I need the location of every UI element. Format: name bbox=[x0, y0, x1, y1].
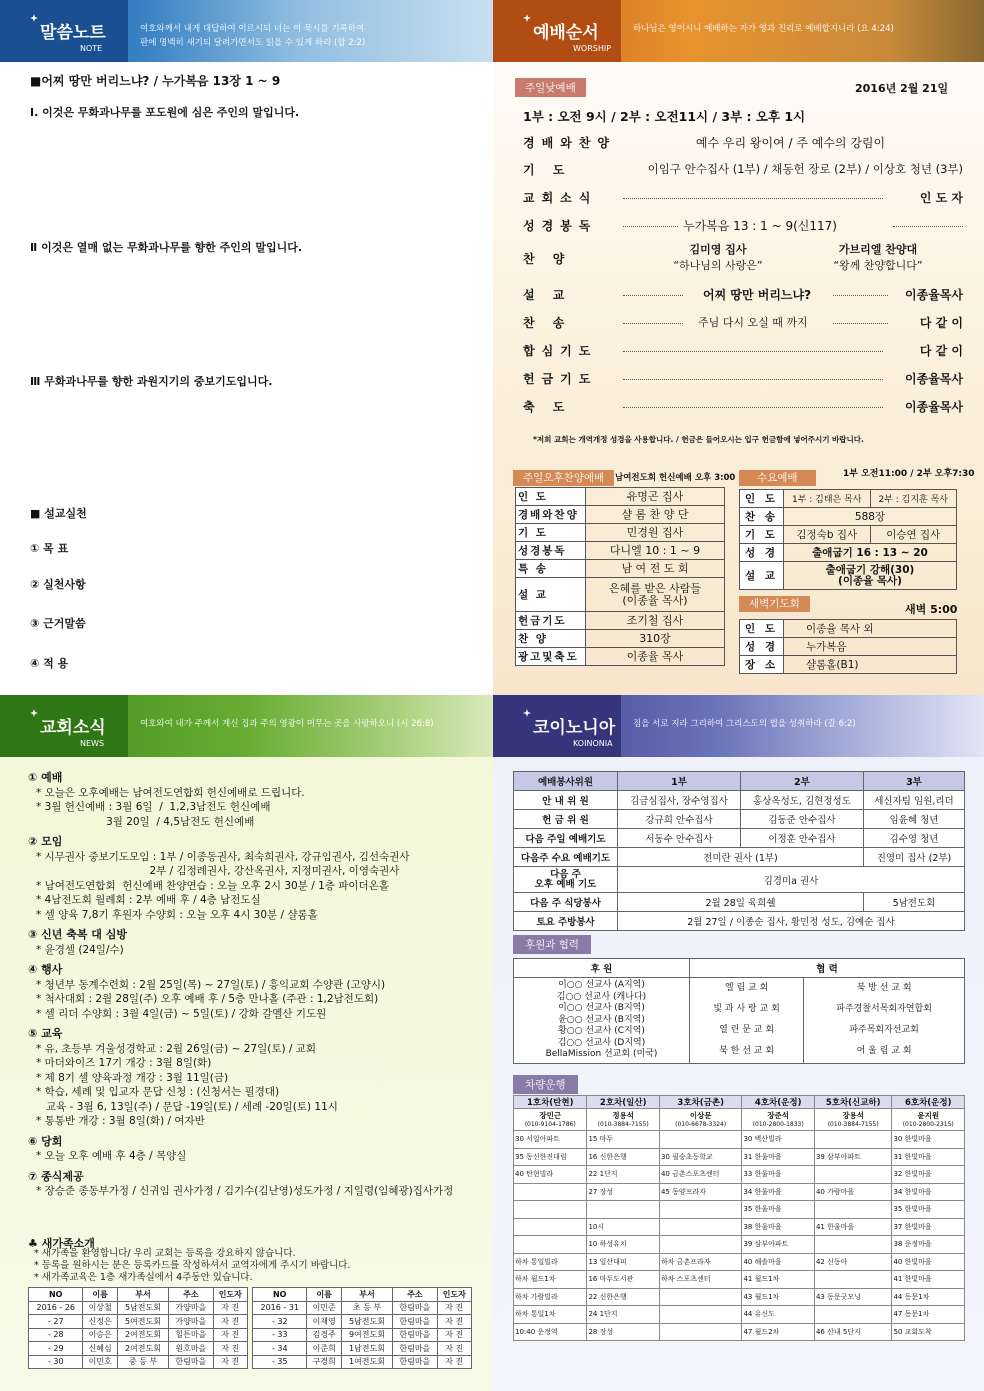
dawn-label: 새벽기도회 bbox=[739, 596, 810, 612]
bus-label: 차량운행 bbox=[513, 1075, 578, 1094]
koinonia-verse: 짐을 서로 지라 그리하여 그리스도의 법을 성취하라 (갈 6:2) bbox=[633, 719, 856, 729]
service-times: 1부 : 오전 9시 / 2부 : 오전11시 / 3부 : 오후 1시 bbox=[523, 109, 806, 124]
newcomer-head: NO 이름 부서 주소 인도자 bbox=[253, 1288, 472, 1302]
practice-item: ④ 적 용 bbox=[30, 657, 69, 670]
missionary-item: 황○○ 선교사 (C지역) bbox=[558, 1026, 645, 1036]
afternoon-row: 인 도 유명곤 집사 bbox=[516, 488, 725, 506]
worship-title: 예배순서 bbox=[533, 23, 599, 43]
missionary-item: BellaMission 선교회 (미국) bbox=[545, 1049, 658, 1059]
newcomer-row: - 34 이준희 1남전도회 한림마을 자 진 bbox=[253, 1342, 472, 1356]
point-1: Ⅰ. 이것은 무화과나무를 포도원에 심은 주인의 말입니다. bbox=[30, 106, 300, 119]
news-section-title: ⑥ 당회 bbox=[28, 1134, 63, 1148]
sunday-label: 주일낮예배 bbox=[515, 78, 586, 97]
missionary-item: 이○○ 선교사 (B지역) bbox=[558, 1003, 645, 1013]
note-title: 말씀노트 bbox=[40, 23, 106, 43]
order-row: 축 도 이종율목사 bbox=[523, 400, 963, 414]
afternoon-note: 남여전도회 헌신예배 오후 3:00 bbox=[615, 473, 736, 483]
partner-item: 북 방 선 교 회 bbox=[856, 983, 912, 994]
news-item: * 제 8기 셀 양육과정 개강 : 3월 11일(금) bbox=[36, 1071, 229, 1084]
order-row: 찬 송 주님 다시 오실 때 까지 다 같 이 bbox=[523, 316, 963, 330]
practice-item: ① 목 표 bbox=[30, 542, 69, 555]
news-section-title: ⑦ 종식제공 bbox=[28, 1169, 84, 1183]
bus-table bbox=[513, 1095, 965, 1341]
afternoon-row: 기 도 민경원 집사 bbox=[516, 524, 725, 542]
news-item: * 장승준 종동부가정 / 신귀임 권사가정 / 김기수(김난영)성도가정 / 지일령(임혜광)집사가정 bbox=[36, 1185, 454, 1197]
wed-time: 1부 오전11:00 / 2부 오후7:30 bbox=[843, 469, 975, 479]
missionary-item: 이○○ 선교사 (A지역) bbox=[558, 980, 645, 990]
bus-row: 10시 38 한울마을 41 한울마을 37 한빛마을 bbox=[514, 1218, 965, 1236]
koinonia-title: 코이노니아 bbox=[533, 718, 616, 738]
newcomer-row: - 29 신혜심 2여전도회 원호마을 자 진 bbox=[29, 1342, 248, 1356]
newcomer-row: - 28 이승은 2여전도회 힐튼마을 자 진 bbox=[29, 1328, 248, 1342]
worship-notice: *저희 교회는 개역개정 성경을 사용합니다. / 헌금은 들어오시는 입구 헌금함에 넣어주시기 바랍니다. bbox=[533, 435, 864, 444]
afternoon-row: 찬 양 310장 bbox=[516, 630, 725, 648]
news-item: * 셀 리더 수양회 : 3월 4일(금) ~ 5일(토) / 강화 갈멜산 기도원 bbox=[36, 1007, 327, 1020]
news-section-title: ⑤ 교육 bbox=[28, 1027, 63, 1040]
sermon-title: ■어찌 땅만 버리느냐? / 누가복음 13장 1 ~ 9 bbox=[30, 74, 281, 88]
news-item: * 3월 헌신예배 : 3월 6일 / 1,2,3남전도 헌신예배 bbox=[36, 801, 271, 813]
service-row: 헌 금 위 원 강규희 안수집사 김동준 안수집사 임윤혜 청년 bbox=[514, 810, 965, 829]
news-section bbox=[28, 928, 483, 957]
note-panel bbox=[0, 0, 493, 695]
newcomer-table-left bbox=[28, 1287, 248, 1369]
news-item: * 남여전도연합회 헌신예배 찬양연습 : 오늘 오후 2시 30분 / 1층 파이더온홀 bbox=[36, 879, 389, 892]
worship-panel bbox=[493, 0, 984, 695]
news-item: * 청년부 동계수련회 : 2월 25일(목) ~ 27일(토) / 흥익교회 수양관 (고양시) bbox=[36, 978, 386, 991]
news-item: 교육 - 3월 6, 13일(주) / 문답 -19일(토) / 세례 -20일(토) 11시 bbox=[36, 1100, 338, 1113]
news-sub: NEWS bbox=[80, 739, 105, 748]
news-section bbox=[28, 771, 483, 829]
practice-title: ■ 설교실천 bbox=[30, 507, 87, 520]
bus-row: 하차 월드1차 16 마두도서관 하차 스포츠센터 41 월드1차 41 한빛마을 bbox=[514, 1271, 965, 1289]
point-3: Ⅲ 무화과나무를 향한 과원지기의 중보기도입니다. bbox=[30, 375, 273, 388]
order-row: 경배와찬양 예수 우리 왕이여 / 주 예수의 강림이 bbox=[523, 136, 886, 150]
star-icon bbox=[30, 709, 38, 717]
bus-row: 40 탄현빌라 22 1단지 40 금촌스포츠센터 33 한울마을 32 한빛마을 bbox=[514, 1166, 965, 1184]
wed-label: 수요예배 bbox=[739, 470, 816, 486]
bus-row: 35 한울마을 35 한빛마을 bbox=[514, 1201, 965, 1219]
newcomer-head: NO 이름 부서 주소 인도자 bbox=[29, 1288, 248, 1302]
afternoon-row: 특 송 남 여 전 도 회 bbox=[516, 560, 725, 578]
news-title: 교회소식 bbox=[40, 718, 106, 738]
newcomer-row: 2016 - 26 이상철 5남전도회 가양마을 자 진 bbox=[29, 1301, 248, 1315]
bus-driver: 장민근 (010-9104-1786) 정용석 (010-3884-7155) 이상문 (010-6678-3324) 장준석 (010-2800-1833) 장용석 (010-3884-7155) 윤지원 (010-2800-2315) bbox=[514, 1109, 965, 1131]
news-item: * 통통반 개강 : 3월 8일(화) / 여자반 bbox=[36, 1115, 205, 1127]
bus-row: 10:40 운정역 28 장성 47 월드2차 46 산내 5단지 50 교회도착 bbox=[514, 1323, 965, 1341]
newcomer-row: - 35 구경희 1여전도회 한림마을 자 진 bbox=[253, 1355, 472, 1369]
news-item: * 학습, 세례 및 입교자 문답 신청 : (신청서는 필경대) bbox=[36, 1086, 280, 1098]
newcomer-row: - 33 김경주 9여전도회 한림마을 자 진 bbox=[253, 1328, 472, 1342]
newcomer-row: - 32 이재영 5남전도회 한림마을 자 진 bbox=[253, 1315, 472, 1329]
newcomer-row: - 27 신정은 5여전도회 가양마을 자 진 bbox=[29, 1315, 248, 1329]
news-item: * 4남전도회 월례회 : 2부 예배 후 / 4층 남전도실 bbox=[36, 894, 261, 906]
choir-1: 김미영 집사 “하나님의 사랑은” bbox=[673, 243, 763, 272]
order-row: 교회소식 인 도 자 bbox=[523, 191, 963, 205]
order-row: 합심기도 다 같 이 bbox=[523, 344, 963, 358]
news-item: * 유, 초등부 겨울성경학교 : 2월 26일(금) ~ 27일(토) / 교회 bbox=[36, 1042, 317, 1055]
star-icon bbox=[523, 14, 531, 22]
bus-row: 하차 통일1차 24 1단지 44 유신도 47 동문1차 bbox=[514, 1306, 965, 1324]
afternoon-table bbox=[515, 487, 725, 666]
bus-row: 35 동신한진대림 16 신한은행 30 필승초등학교 31 한울마을 39 삼부아파트 31 한빛마을 bbox=[514, 1148, 965, 1166]
news-item: * 오늘은 오후예배는 남여전도연합회 헌신예배로 드립니다. bbox=[36, 786, 305, 799]
news-item: 2부 / 김정례권사, 강산옥권사, 지정미권사, 이영숙권사 bbox=[36, 865, 400, 877]
news-section-title: ③ 신년 축복 대 심방 bbox=[28, 928, 128, 941]
afternoon-row: 광고및축도 이종율 목사 bbox=[516, 648, 725, 666]
star-icon bbox=[523, 709, 531, 717]
note-verse: 여호와께서 내게 대답하여 이르시되 너는 이 묵시를 기록하여 판에 명백히 새기되 달려가면서도 읽을 수 있게 하라 (합 2:2) bbox=[140, 24, 366, 48]
bus-head: 1호차(탄현) 2호차(일산) 3호차(금촌) 4호차(운정) 5호차(신교하) 6호차(운정) bbox=[514, 1096, 965, 1109]
news-header bbox=[0, 695, 493, 757]
news-item: * 마더와이즈 17기 개강 : 3월 8일(화) bbox=[36, 1057, 212, 1069]
koinonia-panel bbox=[493, 695, 984, 1391]
partner-item: 열 린 문 교 회 bbox=[719, 1025, 775, 1036]
worship-verse: 하나님은 영이시니 예배하는 자가 영과 진리로 예배할지니라 (요 4:24) bbox=[633, 24, 894, 34]
service-row: 안 내 위 원 김금심집사, 장수영집사 홍상옥성도, 김현정성도 세신자팀 임원,리더 bbox=[514, 791, 965, 810]
order-row: 성경봉독 누가복음 13 : 1 ~ 9(신117) bbox=[523, 217, 963, 235]
news-item: * 오늘 오후 예배 후 4층 / 목양실 bbox=[36, 1150, 187, 1162]
missionary-item: 김○○ 선교사 (D지역) bbox=[557, 1037, 646, 1048]
note-header bbox=[0, 0, 493, 62]
service-table: 예배봉사위원 1부 2부 3부 안 내 위 원 김금심집사, 장수영집사 홍상옥성도, 김현정성도 세신자팀 임원,리더 헌 금 위 원 강규희 안수집사 김동준 안수집사 임윤혜 청년 다음 주일 예배기도 서동수 안수집사 이정훈 안수집사 김수영 청년 다음주 수요 예배기도 전미란 권사 (1부) 진영미 집사 (2부) 다음 주 오후 예배 기도 김경미a 권사 다음 주 식당봉사 2월 28일 육희쉘 5남전도회 토요 주방봉사 2월 27일 / 이종순 집사, 황민정 성도, 김예순 집사 bbox=[513, 771, 965, 931]
worship-sub: WORSHIP bbox=[573, 44, 612, 53]
dawn-table: 인 도 이종율 목사 외 성 경 누가복음 장 소 샬롬홀(B1) bbox=[739, 619, 957, 674]
koinonia-header bbox=[493, 695, 984, 757]
practice-item: ② 실천사항 bbox=[30, 578, 86, 591]
order-row: 기 도 이임구 안수집사 (1부) / 채동헌 장로 (2부) / 이상호 청년 (3부) bbox=[523, 162, 963, 177]
news-item: * 척사대회 : 2월 28일(주) 오후 예배 후 / 5층 만나홀 (주관 : 1,2남전도회) bbox=[36, 993, 379, 1005]
service-row: 다음 주일 예배기도 서동수 안수집사 이정훈 안수집사 김수영 청년 bbox=[514, 829, 965, 848]
dawn-time: 새벽 5:00 bbox=[905, 603, 958, 616]
news-section bbox=[28, 1170, 483, 1199]
afternoon-row: 설 교 은혜를 받은 사람들 (이종율 목사) bbox=[516, 578, 725, 612]
news-section-title: ④ 행사 bbox=[28, 963, 63, 976]
news-section bbox=[28, 963, 483, 1021]
bus-row: 10 하성유치 39 삼부아파트 38 운정마을 bbox=[514, 1236, 965, 1254]
worship-date: 2016년 2월 21일 bbox=[855, 82, 949, 95]
order-row: 설 교 어찌 땅만 버리느냐? 이종율목사 bbox=[523, 288, 963, 302]
afternoon-label: 주일오후찬양예배 bbox=[513, 470, 614, 486]
practice-item: ③ 근거말씀 bbox=[30, 617, 86, 630]
afternoon-row: 경배와찬양 샬 롬 찬 양 단 bbox=[516, 506, 725, 524]
partner-item: 엘 림 교 회 bbox=[724, 983, 769, 994]
news-item: * 셀 양육 7,8기 후원자 수양회 : 오늘 오후 4시 30분 / 샬롬홀 bbox=[36, 908, 318, 921]
news-section bbox=[28, 835, 483, 922]
partner-item: 북 한 선 교 회 bbox=[719, 1046, 775, 1057]
wed-table: 인 도 1부 : 김태은 목사 2부 : 김지훈 목사 찬 송 588장 기 도 김정숙b 집사 이승연 집사 성 경 출애굽기 16 : 13 ~ 20 설 교 출애굽기 강해(30) (이종율 목사) bbox=[739, 489, 957, 590]
bus-row: 30 서일아파트 15 마두 30 벽산빌라 30 한빛마을 bbox=[514, 1131, 965, 1149]
choir-2: 가브리엘 찬양대 “왕께 찬양합니다” bbox=[833, 243, 923, 272]
partner-item: 빛 과 사 랑 교 회 bbox=[713, 1004, 780, 1015]
note-sub: NOTE bbox=[80, 44, 103, 53]
newcomer-row: - 30 이민호 중 등 부 한림마을 자 진 bbox=[29, 1355, 248, 1369]
support-label: 후원과 협력 bbox=[513, 935, 591, 954]
partner-item: 어 울 림 교 회 bbox=[856, 1046, 912, 1057]
news-section bbox=[28, 1027, 483, 1129]
koinonia-sub: KOINONIA bbox=[573, 739, 613, 748]
news-verse: 여호와여 내가 주께서 계신 집과 주의 영광이 머무는 곳을 사랑하오니 (시 26:8) bbox=[140, 719, 434, 729]
news-section bbox=[28, 1135, 483, 1164]
newcomer-row: 2016 - 31 이민준 초 등 부 한림마을 자 진 bbox=[253, 1301, 472, 1315]
partner-item: 파주경찰서목회자연합회 bbox=[836, 1004, 932, 1015]
service-head: 예배봉사위원 1부 2부 3부 bbox=[514, 772, 965, 791]
order-row: 찬 양 bbox=[523, 252, 572, 266]
missionary-item: 김○○ 선교사 (캐나다) bbox=[556, 991, 647, 1002]
afternoon-row: 성경봉독 다니엘 10 : 1 ~ 9 bbox=[516, 542, 725, 560]
worship-header bbox=[493, 0, 984, 62]
bus-row: 하차 통일빌라 13 일산대피 하차 금촌프라자 40 해솔마을 42 신동아 40 한빛마을 bbox=[514, 1253, 965, 1271]
bus-row: 하차 가람빌라 22 신한은행 43 월드1차 43 동문굿모닝 44 동문1차 bbox=[514, 1288, 965, 1306]
partner-item: 파주목회자선교회 bbox=[849, 1025, 919, 1036]
news-item: 3월 20일 / 4,5남전도 헌신예배 bbox=[36, 815, 255, 828]
star-icon bbox=[30, 14, 38, 22]
support-table: 후 원 협 력 이○○ 선교사 (A지역) 김○○ 선교사 (캐나다) 이○○ 선교사 (B지역) 윤○○ 선교사 (B지역) 황○○ 선교사 (C지역) 김○○ 선교사 (D지역) BellaMission 선교회 (미국) 엘 림 교 회 빛 과 사 랑 교 회 열 린 문 교 회 북 한 선 교 회 북 방 선 교 회 파주경찰서목회자연합회 파주목회자선교회 어 울 림 교 회 bbox=[513, 958, 965, 1064]
missionary-item: 윤○○ 선교사 (B지역) bbox=[558, 1014, 645, 1025]
news-item: * 윤경셀 (24일/수) bbox=[36, 943, 124, 956]
order-row: 헌금기도 이종율목사 bbox=[523, 372, 963, 386]
afternoon-row: 헌금기도 조기철 집사 bbox=[516, 612, 725, 630]
news-panel bbox=[0, 695, 493, 1391]
newcomer-title: ♣ 새가족소개 bbox=[28, 1237, 95, 1250]
newcomer-table-right bbox=[252, 1287, 472, 1369]
news-section-title: ① 예배 bbox=[28, 771, 63, 784]
news-section-title: ② 모임 bbox=[28, 835, 63, 848]
news-item: * 시무권사 중보기도모임 : 1부 / 이종동권사, 최숙희권사, 강규임권사, 김선숙권사 bbox=[36, 850, 410, 863]
newcomer-lines: * 새가족을 환영합니다/ 우리 교회는 등록을 강요하지 않습니다. * 등록을 원하시는 분은 등록카드를 작성하셔서 교역자에게 주시기 바랍니다. * 새가족교육은 1층 새가족실에서 4주동안 있습니다. bbox=[34, 1248, 351, 1283]
bus-row: 27 장성 45 동양프라자 34 한울마을 40 가람마을 34 한빛마을 bbox=[514, 1183, 965, 1201]
point-2: Ⅱ 이것은 열매 없는 무화과나무를 향한 주인의 말입니다. bbox=[30, 241, 303, 254]
news-body bbox=[28, 767, 483, 1205]
